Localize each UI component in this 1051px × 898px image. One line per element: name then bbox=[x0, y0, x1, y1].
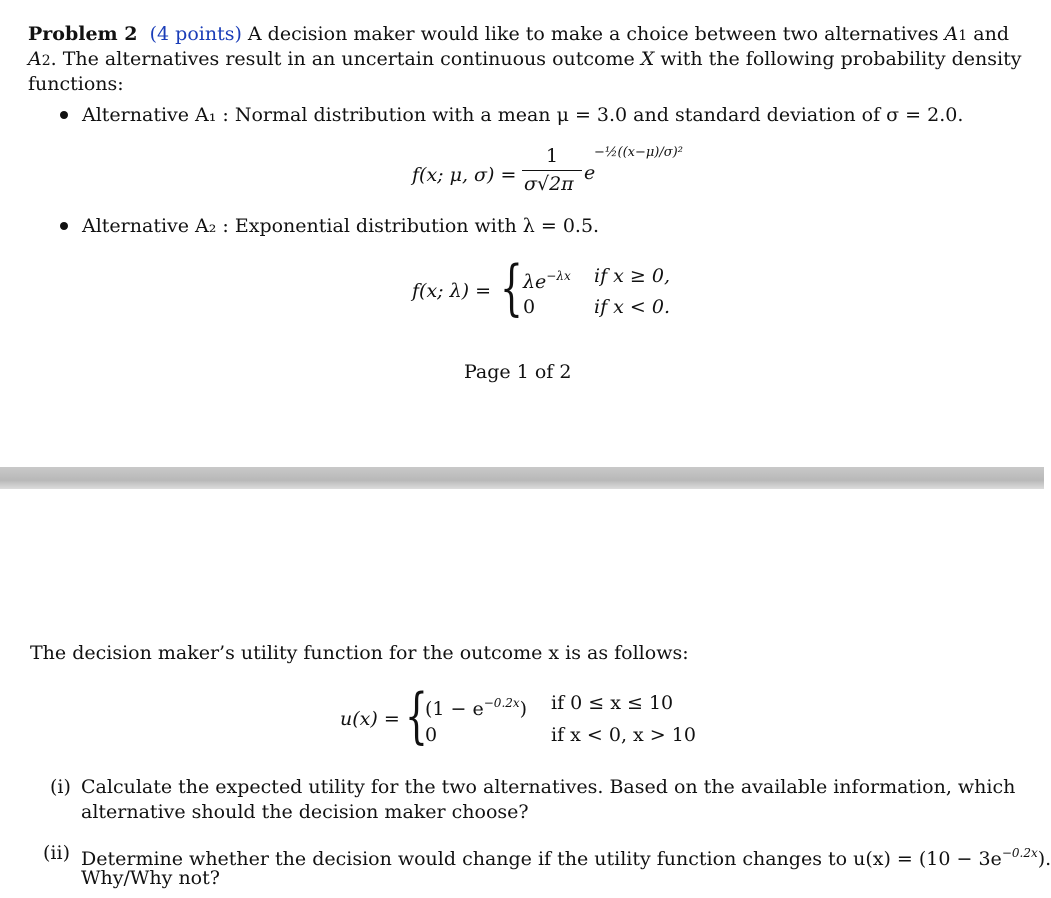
alt1-lhs: f(x; μ, σ) = bbox=[412, 164, 517, 186]
alt1-denominator: σ√2π bbox=[524, 173, 574, 195]
left-brace-icon: { bbox=[500, 253, 523, 323]
utility-intro: The decision maker’s utility function for the outcome x is as follows: bbox=[30, 642, 689, 664]
page-number: Page 1 of 2 bbox=[464, 361, 572, 383]
utility-lhs: u(x) = bbox=[340, 708, 400, 730]
q1-line-1: Calculate the expected utility for the two alternatives. Based on the available information, which bbox=[81, 776, 1016, 798]
alt2-text: Alternative A₂ : Exponential distribution with λ = 0.5. bbox=[82, 215, 600, 237]
a1-symbol: A bbox=[944, 23, 959, 45]
intro-line-2c: with the following probability density bbox=[660, 48, 1022, 70]
and-word: and bbox=[973, 23, 1009, 45]
alt1-exp-power: −½((x−μ)/σ)² bbox=[594, 145, 683, 160]
intro-line-3: functions: bbox=[28, 73, 124, 95]
q2-line-1: Determine whether the decision would change if the utility function changes to $u(x) = (10 - 3e^{-0.2x})$. bbox=[81, 846, 1051, 870]
bullet-icon bbox=[60, 222, 68, 230]
alt1-text: Alternative A₁ : Normal distribution with a mean μ = 3.0 and standard deviation of σ = 2.0. bbox=[82, 104, 964, 126]
alt2-case2-cond: if x < 0. bbox=[594, 296, 670, 318]
problem-line-2: A2. The alternatives result in an uncertain continuous outcome X with the following probability density bbox=[28, 48, 1022, 70]
q1-line-2: alternative should the decision maker choose? bbox=[81, 801, 529, 823]
points-label: (4 points) bbox=[149, 23, 242, 45]
utility-case2-expr: 0 bbox=[425, 724, 438, 746]
alt2-lhs: f(x; λ) = bbox=[412, 280, 492, 302]
utility-case1-cond: if 0 ≤ x ≤ 10 bbox=[551, 692, 674, 714]
page-divider bbox=[0, 467, 1044, 489]
alt2-case2-expr: 0 bbox=[523, 296, 536, 318]
utility-case1-expr: $(1 - e^{-0.2x})$ bbox=[425, 696, 528, 720]
q2-label: (ii) bbox=[43, 842, 70, 864]
q1-label: (i) bbox=[50, 776, 71, 798]
a2-symbol: A bbox=[28, 48, 42, 70]
problem-line-1: Problem 2 (4 points) A decision maker would like to make a choice between two alternatives A1 and bbox=[28, 23, 1009, 45]
problem-label: Problem 2 bbox=[28, 23, 138, 45]
alt1-exp-base: e bbox=[584, 162, 596, 184]
intro-line-2b: . The alternatives result in an uncertain continuous outcome bbox=[50, 48, 635, 70]
utility-case2-cond: if x < 0, x > 10 bbox=[551, 724, 696, 746]
x-symbol: X bbox=[640, 48, 655, 70]
alt2-case1-expr: $\lambda e^{-\lambda x}$ bbox=[523, 269, 571, 293]
alt2-case1-cond: if x ≥ 0, bbox=[594, 265, 670, 287]
q2-line-2: Why/Why not? bbox=[81, 867, 220, 889]
intro-line-1: A decision maker would like to make a choice between two alternatives bbox=[247, 23, 939, 45]
alt1-numerator: 1 bbox=[546, 145, 559, 167]
bullet-icon bbox=[60, 111, 68, 119]
left-brace-icon: { bbox=[405, 681, 428, 751]
